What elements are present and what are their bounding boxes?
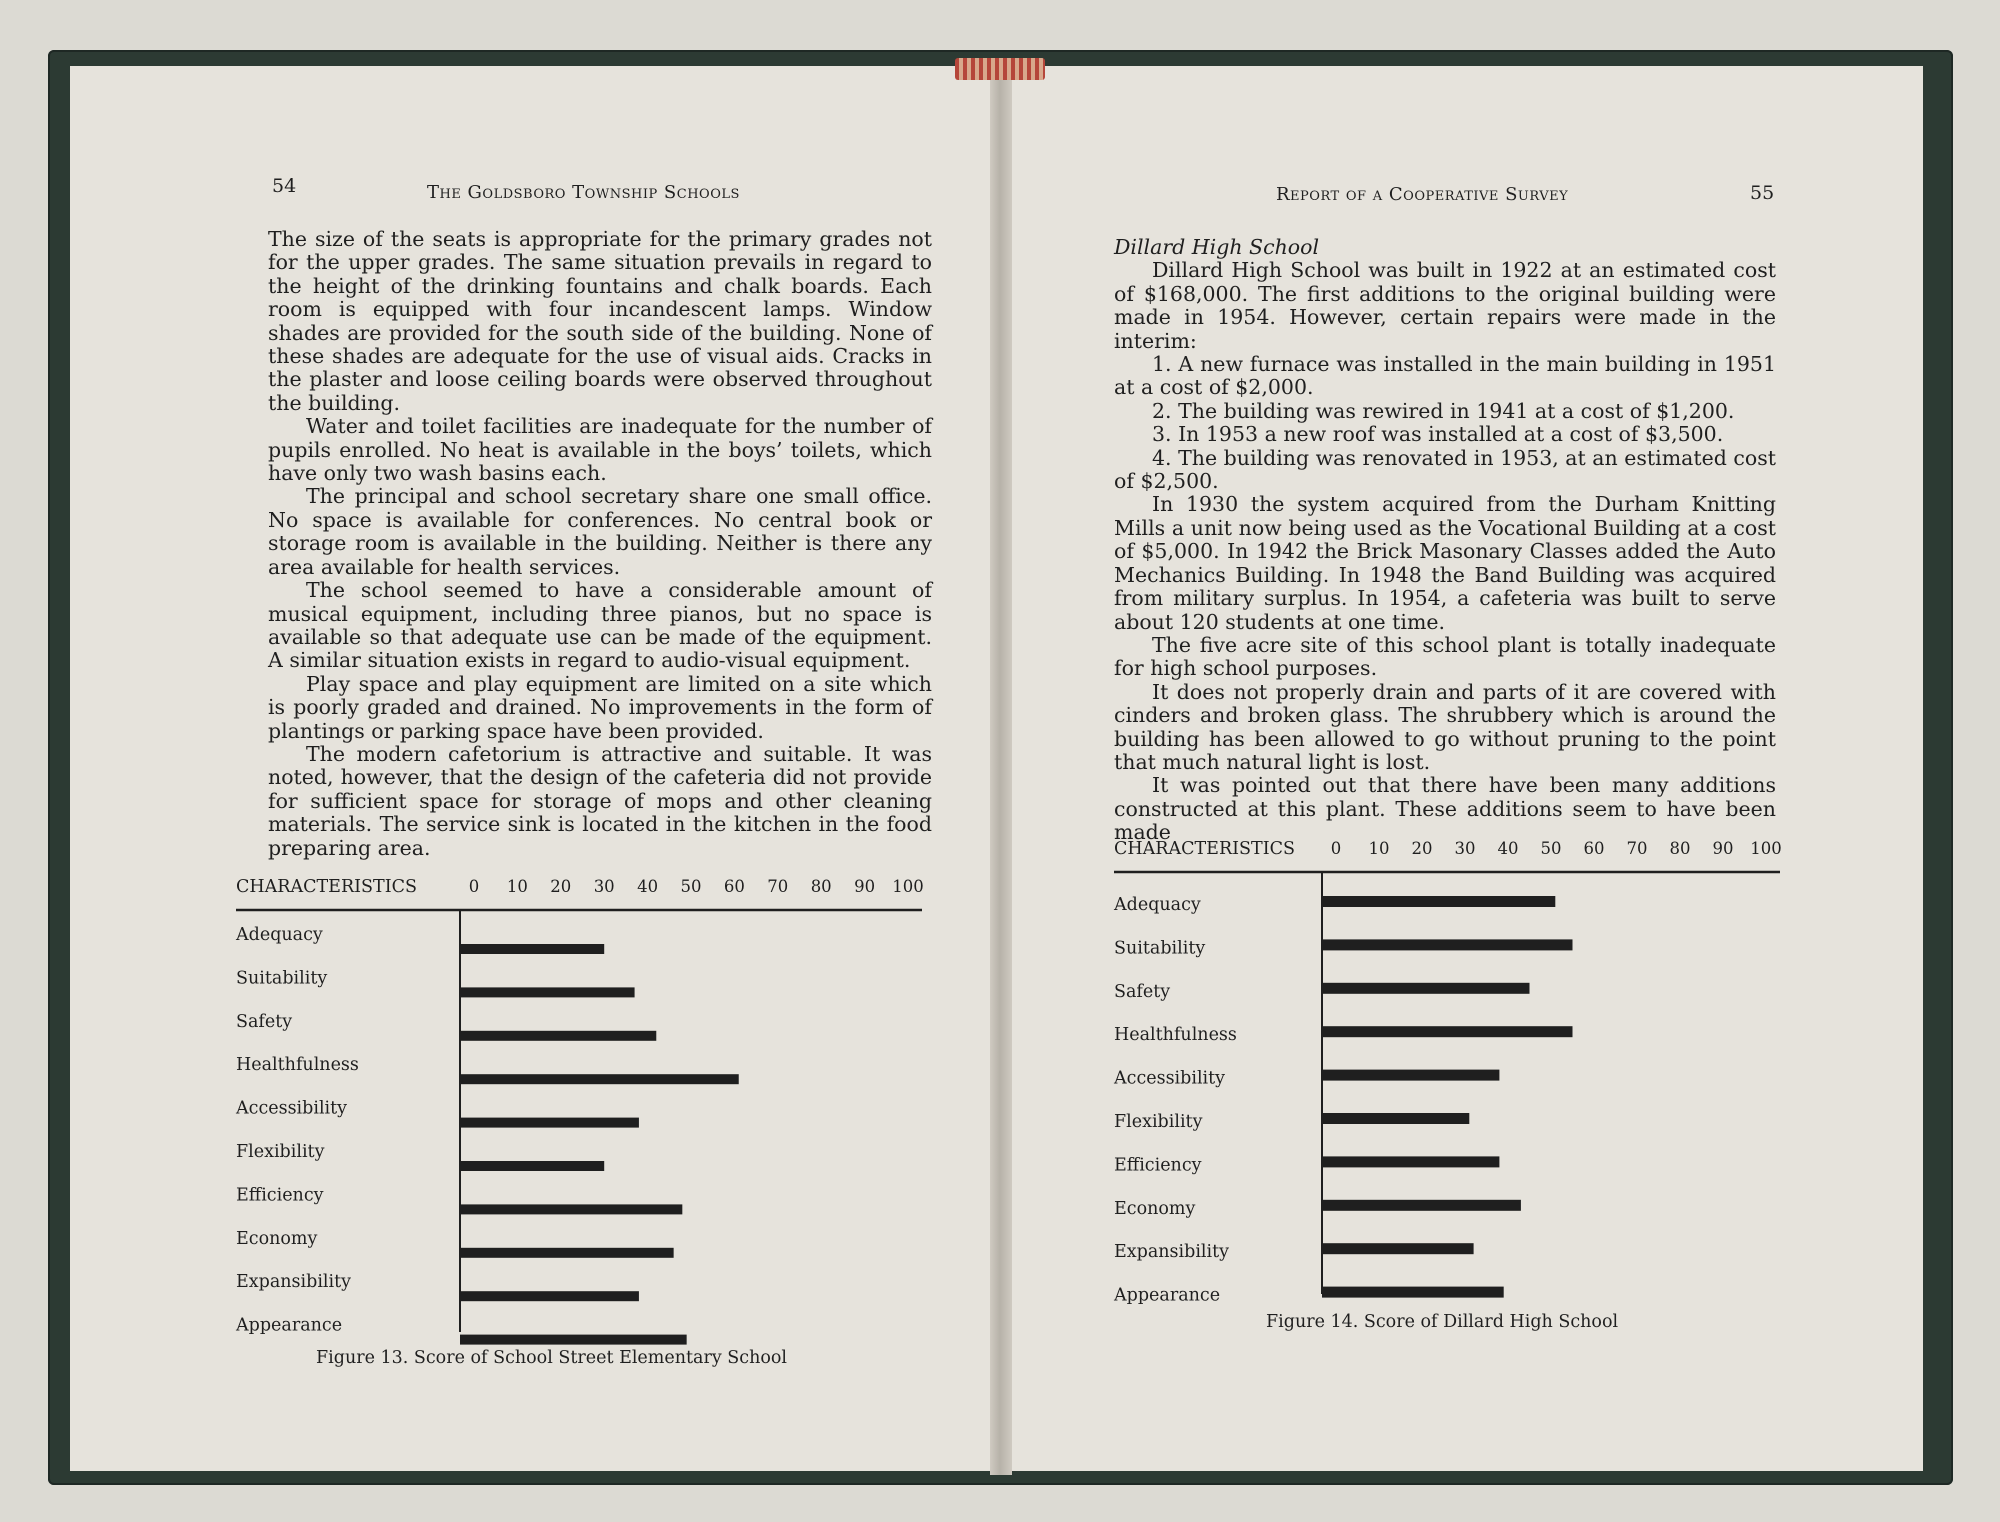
bar-efficiency bbox=[1322, 1156, 1499, 1167]
paragraph: Play space and play equipment are limited on a site which is poorly graded and drained. No improvements in the form of plantings or parking space have been provided. bbox=[268, 671, 932, 743]
category-label: Economy bbox=[1114, 1198, 1196, 1219]
paragraph: Dillard High School was built in 1922 at an estimated cost of $168,000. The first additions to the original building were made in 1954. However, certain repairs were made in the interim: bbox=[1114, 258, 1776, 353]
left-running-head: The Goldsboro Township Schools bbox=[427, 182, 740, 203]
x-tick-label: 70 bbox=[1626, 839, 1648, 858]
x-tick-label: 100 bbox=[892, 877, 924, 896]
x-tick-label: 50 bbox=[1540, 839, 1562, 858]
bar-efficiency bbox=[460, 1204, 682, 1214]
paragraph: It does not properly drain and parts of it are covered with cinders and broken glass. The shrubbery which is around the building has been allowed to go without pruning to the point that much natural light is lost. bbox=[1114, 679, 1776, 774]
category-label: Healthfulness bbox=[1114, 1025, 1237, 1046]
paragraph: The five acre site of this school plant is totally inadequate for high school purposes. bbox=[1114, 632, 1776, 681]
x-tick-label: 10 bbox=[506, 877, 528, 896]
category-label: Efficiency bbox=[1114, 1155, 1202, 1176]
category-label: Appearance bbox=[236, 1315, 343, 1336]
list-item: 1. A new furnace was installed in the main building in 1951 at a cost of $2,000. bbox=[1114, 352, 1776, 400]
chart-header-label: CHARACTERISTICS bbox=[236, 877, 417, 897]
list-item: 4. The building was renovated in 1953, at an estimated cost of $2,500. bbox=[1114, 445, 1776, 494]
bar-flexibility bbox=[460, 1161, 604, 1171]
category-label: Suitability bbox=[1114, 938, 1206, 959]
paragraph: The school seemed to have a considerable amount of musical equipment, including three pianos, but no space is available so that adequate use can be made of the equipment. A similar situation exists in regard to audio-visual equipment. bbox=[268, 578, 932, 673]
category-label: Flexibility bbox=[236, 1142, 325, 1162]
bar-adequacy bbox=[460, 944, 604, 954]
bar-expansibility bbox=[1322, 1243, 1474, 1254]
category-label: Safety bbox=[236, 1011, 293, 1032]
category-label: Accessibility bbox=[1114, 1068, 1226, 1089]
book-gutter bbox=[990, 60, 1012, 1475]
x-tick-label: 0 bbox=[468, 877, 480, 896]
x-tick-label: 80 bbox=[1669, 839, 1691, 858]
list-item: 3. In 1953 a new roof was installed at a cost of $3,500. bbox=[1152, 422, 1724, 447]
category-label: Adequacy bbox=[236, 925, 323, 945]
bar-safety bbox=[1322, 983, 1530, 994]
x-tick-label: 70 bbox=[767, 877, 789, 896]
paragraph: The modern cafetorium is attractive and suitable. It was noted, however, that the design of the cafeteria did not provide for sufficient space for storage of mops and other cleaning materials. The service sink is located in the kitchen in the food preparing area. bbox=[268, 741, 932, 860]
x-tick-label: 80 bbox=[810, 877, 832, 896]
bar-economy bbox=[1322, 1200, 1521, 1211]
left-body-text bbox=[268, 228, 932, 860]
x-tick-label: 10 bbox=[1368, 839, 1390, 858]
bar-expansibility bbox=[460, 1291, 639, 1301]
figure-14-svg bbox=[1114, 834, 1794, 1314]
x-tick-label: 20 bbox=[1411, 839, 1433, 858]
right-page-number: 55 bbox=[1750, 182, 1775, 204]
bar-accessibility bbox=[1322, 1070, 1499, 1081]
paragraph: The principal and school secretary share one small office. No space is available for conferences. No central book or storage room is available in the building. Neither is there any area available for health services. bbox=[268, 484, 932, 579]
paragraph: It was pointed out that there have been many additions constructed at this plant. These additions seem to have been made bbox=[1114, 773, 1776, 845]
bar-adequacy bbox=[1322, 896, 1555, 907]
category-label: Healthfulness bbox=[236, 1055, 359, 1076]
bar-healthfulness bbox=[460, 1074, 739, 1084]
x-tick-label: 100 bbox=[1750, 839, 1782, 858]
x-tick-label: 30 bbox=[593, 877, 615, 896]
x-tick-label: 30 bbox=[1454, 839, 1476, 858]
category-label: Expansibility bbox=[1114, 1242, 1230, 1263]
bar-suitability bbox=[460, 987, 635, 997]
right-running-head: Report of a Cooperative Survey bbox=[1276, 184, 1569, 205]
bar-appearance bbox=[1322, 1287, 1504, 1298]
left-page-number: 54 bbox=[272, 175, 297, 197]
paragraph: In 1930 the system acquired from the Durham Knitting Mills a unit now being used as the Vocational Building at a cost of $5,000. In 1942 the Brick Masonary Classes added the Auto Mechanics Building. In 1948 the Band Building was acquired from military surplus. In 1954, a cafeteria was built to serve about 120 students at one time. bbox=[1114, 492, 1776, 634]
x-tick-label: 60 bbox=[723, 877, 745, 896]
category-label: Appearance bbox=[1114, 1285, 1221, 1306]
bar-accessibility bbox=[460, 1118, 639, 1128]
bar-safety bbox=[460, 1031, 656, 1041]
x-tick-label: 90 bbox=[1712, 839, 1734, 858]
category-label: Safety bbox=[1114, 981, 1171, 1002]
figure-14-chart bbox=[1114, 834, 1794, 1314]
bar-flexibility bbox=[1322, 1113, 1469, 1124]
section-title: Dillard High School bbox=[1114, 235, 1320, 259]
paragraph: The size of the seats is appropriate for the primary grades not for the upper grades. The same situation prevails in regard to the height of the drinking fountains and chalk boards. Each room is equipped with four incandescent lamps. Window shades are provided for the south side of the building. None of these shades are adequate for the use of visual aids. Cracks in the plaster and loose ceiling boards were observed throughout the building. bbox=[268, 227, 932, 415]
bar-appearance bbox=[460, 1335, 687, 1345]
x-tick-label: 0 bbox=[1330, 839, 1342, 858]
x-tick-label: 40 bbox=[637, 877, 659, 896]
spine-headband bbox=[955, 58, 1045, 80]
category-label: Expansibility bbox=[236, 1272, 352, 1293]
figure-13-chart bbox=[236, 872, 926, 1342]
bar-economy bbox=[460, 1248, 674, 1258]
bar-healthfulness bbox=[1322, 1026, 1573, 1037]
paragraph: Water and toilet facilities are inadequate for the number of pupils enrolled. No heat is available in the boys’ toilets, which have only two wash basins each. bbox=[268, 414, 932, 486]
list-item: 2. The building was rewired in 1941 at a cost of $1,200. bbox=[1152, 398, 1735, 423]
category-label: Adequacy bbox=[1114, 895, 1201, 915]
category-label: Efficiency bbox=[236, 1185, 324, 1206]
x-tick-label: 50 bbox=[680, 877, 702, 896]
category-label: Flexibility bbox=[1114, 1112, 1203, 1132]
figure-14-caption: Figure 14. Score of Dillard High School bbox=[1266, 1312, 1619, 1332]
x-tick-label: 60 bbox=[1583, 839, 1605, 858]
category-label: Economy bbox=[236, 1228, 318, 1249]
x-tick-label: 40 bbox=[1497, 839, 1519, 858]
x-tick-label: 20 bbox=[550, 877, 572, 896]
x-tick-label: 90 bbox=[854, 877, 876, 896]
category-label: Suitability bbox=[236, 968, 328, 989]
bar-suitability bbox=[1322, 939, 1573, 950]
right-body-text bbox=[1114, 236, 1776, 845]
figure-13-svg bbox=[236, 872, 926, 1342]
figure-13-caption: Figure 13. Score of School Street Elementary School bbox=[316, 1348, 788, 1368]
chart-header-label: CHARACTERISTICS bbox=[1114, 839, 1295, 859]
category-label: Accessibility bbox=[236, 1098, 348, 1119]
